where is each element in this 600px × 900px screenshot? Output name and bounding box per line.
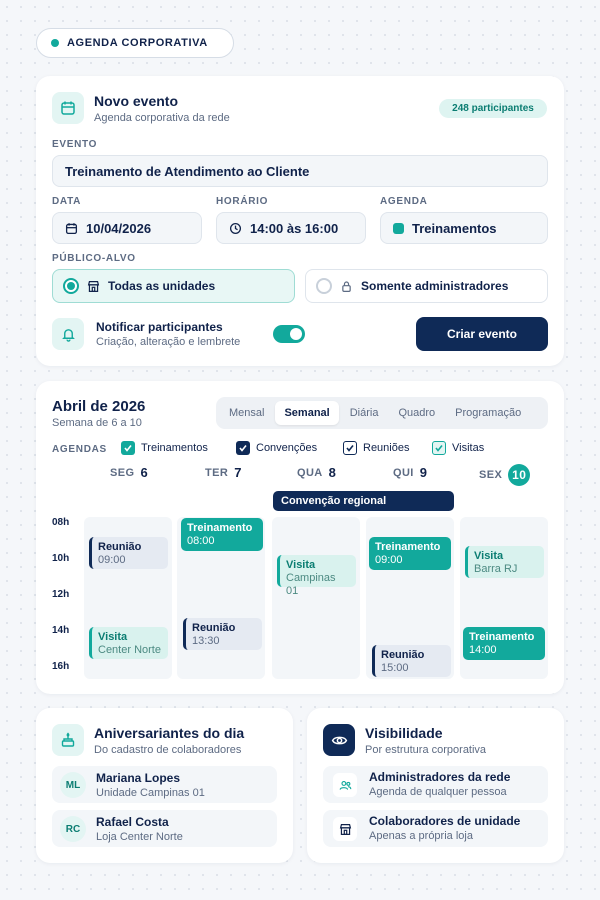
audience-option-admins[interactable] [305,269,548,303]
cake-icon [52,724,84,756]
event-title: Reunião [192,622,236,634]
visibility-subtitle: Por estrutura corporativa [365,744,487,756]
tab-mensal[interactable]: Mensal [229,407,265,419]
day-name: SEG [110,466,135,479]
agenda-filter-label: Convenções [256,442,318,454]
create-event-button[interactable]: Criar evento [416,317,548,351]
agenda-filter-label: Reuniões [363,442,410,454]
event-input-value: Treinamento de Atendimento ao Cliente [65,163,310,179]
event-meeting[interactable] [372,645,451,677]
event-title: Treinamento [187,522,253,534]
event-location: Center Norte [98,644,161,656]
notify-title: Notificar participantes [96,320,223,334]
day-header-ter [205,465,242,480]
day-name: TER [205,466,229,479]
section-pill [36,28,234,58]
audience-label: PÚBLICO-ALVO [52,253,136,264]
event-title: Visita [474,550,504,562]
time-field[interactable] [216,212,366,244]
visibility-item-admins [323,766,548,803]
day-number: 9 [419,465,428,480]
birthdays-subtitle: Do cadastro de colaboradores [94,744,242,756]
radio-selected[interactable] [63,278,79,294]
checkbox-checked[interactable] [121,441,135,455]
event-title: Treinamento [469,631,535,643]
person-unit: Unidade Campinas 01 [96,787,205,799]
date-field[interactable] [52,212,202,244]
calendar-small-icon [65,222,78,235]
agenda-filter-reunioes[interactable] [343,441,409,455]
agenda-filter-visitas[interactable] [432,441,484,455]
agenda-filter-treinamentos[interactable] [121,441,208,455]
audience-option-all-label: Todas as unidades [108,279,216,293]
birthdays-title: Aniversariantes do dia [94,725,245,741]
agenda-filter-label: Treinamentos [141,442,208,454]
agenda-color-swatch [393,223,404,234]
visibility-item-sub: Agenda de qualquer pessoa [369,786,507,798]
bell-icon [52,318,84,350]
clock-icon [229,222,242,235]
list-item[interactable] [52,810,277,847]
checkbox-checked[interactable] [343,441,357,455]
avatar: RC [60,816,86,842]
event-training[interactable] [369,537,451,570]
day-header-seg [110,465,148,480]
event-title: Visita [286,559,316,571]
event-title: Treinamento [375,541,441,553]
day-name: SEX [479,469,503,481]
status-dot [51,39,59,47]
time-label: HORÁRIO [216,196,269,207]
event-meeting[interactable] [183,618,262,650]
new-event-subtitle: Agenda corporativa da rede [94,112,230,124]
store-icon [87,280,100,293]
visibility-item-unit [323,810,548,847]
agenda-select[interactable] [380,212,548,244]
event-time: 08:00 [187,535,215,547]
notify-subtitle: Criação, alteração e lembrete [96,336,241,348]
tab-programacao[interactable]: Programação [455,407,522,419]
audience-option-admins-label: Somente administradores [361,279,509,293]
hour-label: 14h [52,625,70,636]
calendar-subtitle: Semana de 6 a 10 [52,417,142,429]
all-day-event-convention[interactable]: Convenção regional [273,491,454,511]
event-training[interactable] [463,627,545,660]
event-title: Reunião [98,541,142,553]
eye-icon [323,724,355,756]
new-event-title: Novo evento [94,93,179,109]
event-meeting[interactable] [89,537,168,569]
event-visit[interactable] [277,555,356,597]
day-number: 8 [328,465,337,480]
event-title: Reunião [381,649,425,661]
event-title: Visita [98,631,128,643]
day-number: 7 [234,465,242,480]
section-pill-label: AGENDA CORPORATIVA [67,37,208,49]
visibility-title: Visibilidade [365,725,443,741]
event-location: Barra RJ [474,563,518,575]
checkbox-checked[interactable] [236,441,250,455]
audience-option-all[interactable] [52,269,295,303]
event-label: EVENTO [52,139,98,150]
users-icon [333,773,357,797]
event-time: 13:30 [192,635,220,647]
today-number: 10 [508,464,530,486]
agenda-filter-convencoes[interactable] [236,441,317,455]
person-name: Mariana Lopes [96,771,181,785]
date-label: DATA [52,196,82,207]
day-column [272,517,360,679]
day-header-qua [297,465,336,480]
day-header-sex [479,464,530,486]
visibility-item-sub: Apenas a própria loja [369,830,473,842]
hour-label: 10h [52,553,70,564]
calendar-title: Abril de 2026 [52,398,146,415]
day-name: QUI [393,466,414,479]
day-header-qui [393,465,427,480]
visibility-item-name: Administradores da rede [369,770,511,784]
person-name: Rafael Costa [96,815,169,829]
tab-diaria[interactable]: Diária [349,407,379,419]
store-icon [333,817,357,841]
view-switcher [216,397,548,429]
event-input[interactable] [52,155,548,187]
tab-quadro[interactable]: Quadro [398,407,436,419]
event-location: Campinas 01 [286,572,336,597]
agenda-label: AGENDA [380,196,428,207]
calendar-icon [52,92,84,124]
day-number: 6 [140,465,149,480]
event-time: 09:00 [375,554,403,566]
checkbox-checked[interactable] [432,441,446,455]
day-name: QUA [297,466,323,479]
agendas-label: AGENDAS [52,444,107,455]
notify-toggle[interactable] [273,325,305,343]
event-time: 15:00 [381,662,409,674]
radio-unselected[interactable] [316,278,332,294]
event-training[interactable] [181,518,263,551]
event-time: 09:00 [98,554,126,566]
event-visit[interactable] [89,627,168,659]
avatar: ML [60,772,86,798]
tab-semanal[interactable]: Semanal [275,401,338,425]
agenda-value: Treinamentos [412,220,497,236]
hour-label: 16h [52,661,70,672]
event-visit[interactable] [465,546,544,578]
hour-label: 08h [52,517,70,528]
lock-icon [340,280,353,293]
participants-badge: 248 participantes [439,99,547,118]
agenda-filter-label: Visitas [452,442,485,454]
time-value: 14:00 às 16:00 [250,220,339,236]
hour-label: 12h [52,589,70,600]
person-unit: Loja Center Norte [96,831,183,843]
list-item[interactable] [52,766,277,803]
event-time: 14:00 [469,644,497,656]
date-value: 10/04/2026 [86,220,152,236]
visibility-item-name: Colaboradores de unidade [369,814,521,828]
